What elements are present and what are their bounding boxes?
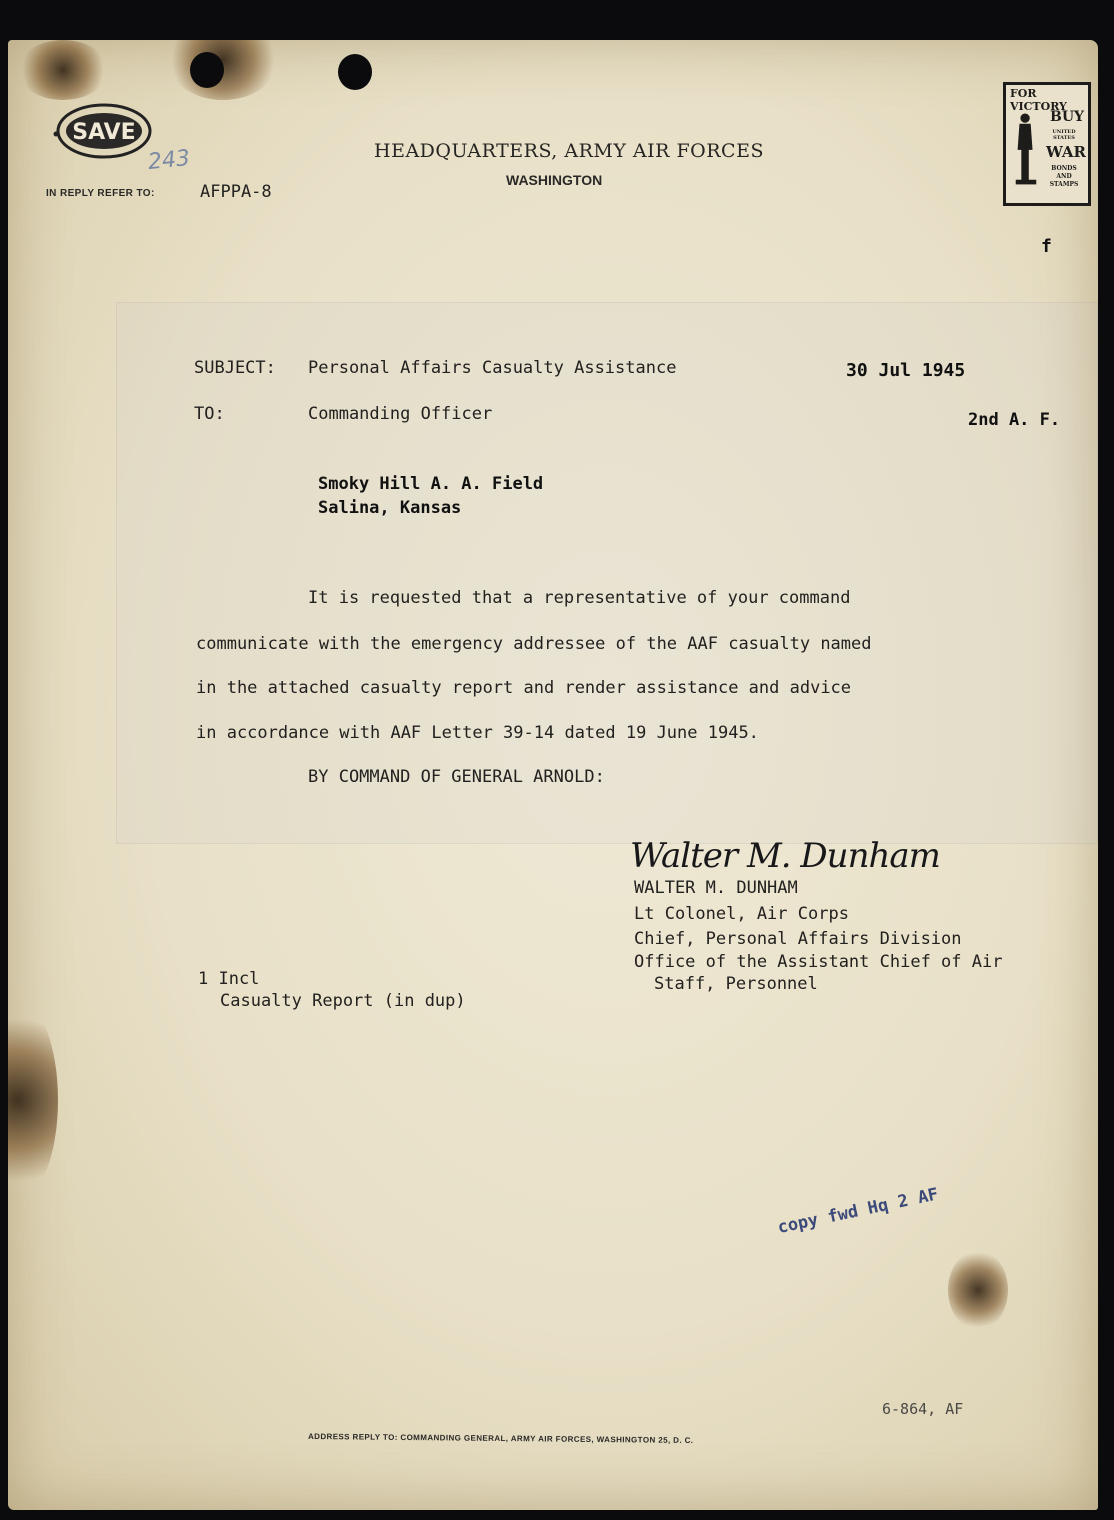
letter-page [8,40,1098,1510]
body-line: It is requested that a representative of your command [308,588,851,608]
burn-mark [18,40,108,100]
signer-name: WALTER M. DUNHAM [634,878,798,898]
bond-stamp-line: BONDS AND STAMPS [1049,165,1079,188]
body-line: in the attached casualty report and render assistance and advice [196,678,852,698]
footer-address: ADDRESS REPLY TO: COMMANDING GENERAL, ARMY AIR FORCES, WASHINGTON 25, D. C. [307,1431,694,1446]
signer-rank: Lt Colonel, Air Corps [634,904,849,924]
burn-mark [8,1000,58,1200]
minuteman-icon [1012,103,1040,193]
letterhead-org: HEADQUARTERS, ARMY AIR FORCES [374,140,764,162]
subject-label: SUBJECT: [194,358,276,378]
authority-line: BY COMMAND OF GENERAL ARNOLD: [308,767,605,787]
signer-office: Office of the Assistant Chief of Air [634,952,1003,972]
body-line: in accordance with AAF Letter 39-14 dated 19 June 1945. [196,723,759,743]
punch-hole [190,52,224,88]
memo-date: 30 Jul 1945 [846,360,966,381]
burn-mark [948,1250,1008,1330]
bond-stamp-line: FOR VICTORY [1010,87,1067,113]
address-line: Smoky Hill A. A. Field [318,474,544,494]
margin-mark: f [1041,236,1052,257]
svg-text:SAVE: SAVE [72,120,136,145]
punch-hole [338,54,372,90]
to-unit: 2nd A. F. [968,410,1061,430]
to-label: TO: [194,404,225,424]
reply-label: IN REPLY REFER TO: [46,188,155,199]
form-number: 6-864, AF [882,1400,964,1418]
handwritten-signature: Walter M. Dunham [630,836,940,876]
enclosure-item: Casualty Report (in dup) [220,991,466,1011]
bond-stamp-line: BUY [1050,109,1085,125]
handwritten-file-number: 243 [146,145,192,176]
war-bond-stamp [1003,82,1091,206]
body-line: communicate with the emergency addressee of the AAF casualty named [196,634,872,654]
save-logo [50,100,154,166]
subject-text: Personal Affairs Casualty Assistance [308,358,677,378]
enclosure-count: 1 Incl [198,969,260,989]
to-text: Commanding Officer [308,404,493,424]
signer-title: Chief, Personal Affairs Division [634,929,962,949]
bond-stamp-line: UNITED STATES [1052,129,1076,141]
reply-code: AFPPA-8 [200,182,272,202]
forwarding-stamp: copy fwd Hq 2 AF [775,1184,941,1238]
bond-stamp-line: WAR [1046,143,1086,161]
address-line: Salina, Kansas [318,498,462,518]
show-through-region [116,302,1098,844]
letterhead-location: WASHINGTON [506,172,603,188]
signer-office: Staff, Personnel [654,974,818,994]
